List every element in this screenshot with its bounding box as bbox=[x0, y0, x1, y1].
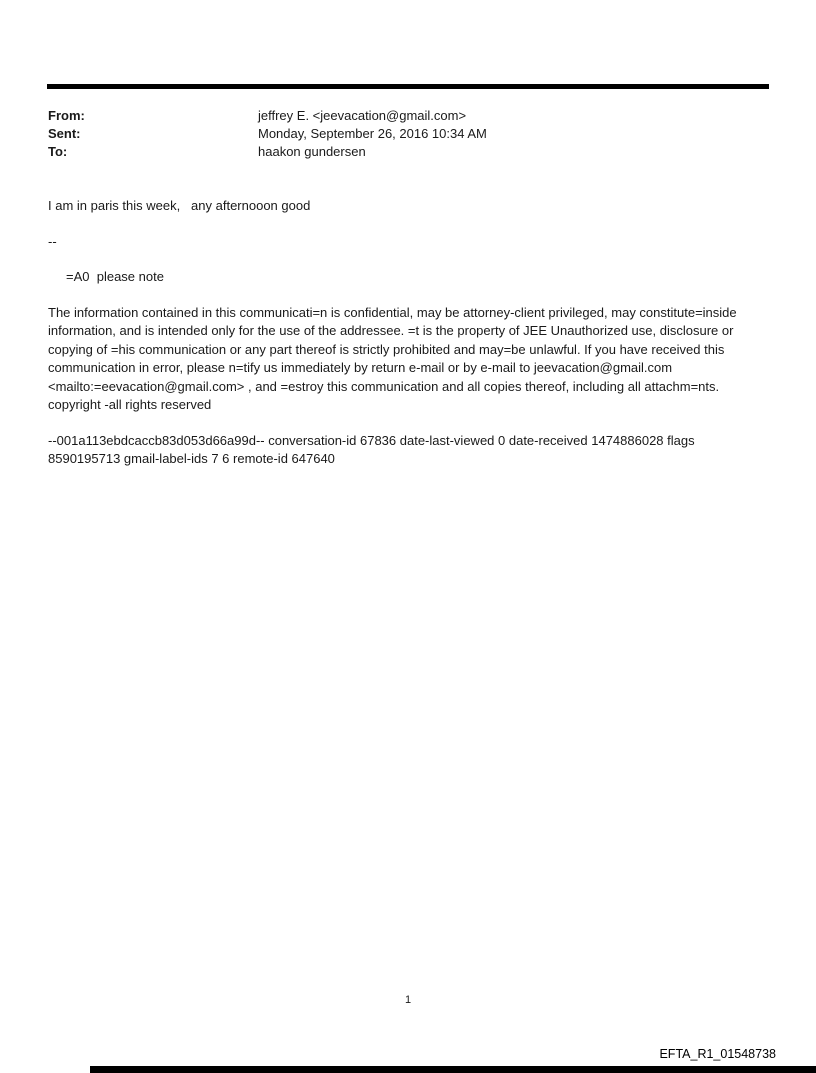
signature-separator: -- bbox=[48, 233, 57, 249]
mime-metadata-paragraph: --001a113ebdcaccb83d053d66a99d-- conversation-id 67836 date-last-viewed 0 date-received 1474886028 flags 8590195713 gmail-label-ids 7 6 remote-id 647640 bbox=[48, 432, 699, 466]
bates-number: EFTA_R1_01548738 bbox=[659, 1047, 776, 1061]
sent-label: Sent: bbox=[48, 126, 81, 141]
to-value: haakon gundersen bbox=[258, 144, 366, 159]
bottom-bar bbox=[90, 1066, 816, 1073]
header-divider-rule bbox=[47, 84, 769, 89]
header-row-sent bbox=[48, 125, 768, 143]
to-label: To: bbox=[48, 144, 68, 159]
email-body bbox=[48, 197, 762, 486]
from-value: jeffrey E. <jeevacation@gmail.com> bbox=[258, 108, 467, 123]
disclaimer-paragraph: The information contained in this communicati=n is confidential, may be attorney-client privileged, may constitute=inside information, and is intended only for the use of the addressee. =t is the property of JEE Unauthorized use, disclosure or copying of =his communication or any part thereof is strictly prohibited and may=be unlawful. If you have received this communication in error, please n=tify us immediately by return e-mail or by e-mail to jeevacation@gmail.com <mailto:=eevacation@gmail.com> , and =estroy this communication and all copies thereof, including all attachm=nts. copyright -all rights reserved bbox=[48, 304, 741, 412]
sent-value: Monday, September 26, 2016 10:34 AM bbox=[258, 126, 487, 141]
please-note-line: =A0 please note bbox=[66, 269, 164, 284]
page-number: 1 bbox=[404, 994, 412, 1006]
email-header bbox=[48, 107, 768, 161]
header-row-from bbox=[48, 107, 768, 125]
header-row-to bbox=[48, 143, 768, 161]
from-label: From: bbox=[48, 108, 85, 123]
message-text: I am in paris this week, any afternooon good bbox=[48, 198, 311, 213]
